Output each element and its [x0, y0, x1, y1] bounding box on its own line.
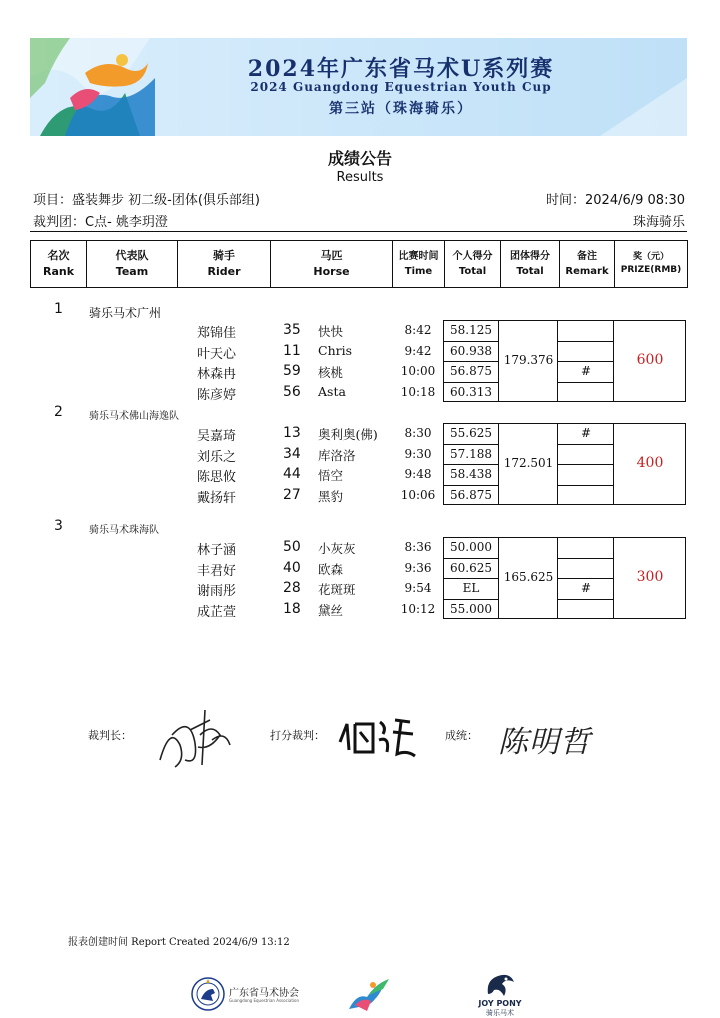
remark: #: [580, 581, 592, 595]
horse-name: Asta: [318, 383, 346, 399]
event-banner: [30, 38, 687, 136]
horse-name: Chris: [318, 342, 353, 358]
row-divider: [443, 485, 499, 486]
ride-time: 9:30: [404, 446, 432, 461]
ride-time: 9:54: [404, 581, 432, 595]
individual-score: 60.938: [450, 343, 492, 358]
row-divider: [558, 558, 614, 559]
row-divider: [443, 578, 499, 579]
ride-time: 10:06: [400, 487, 436, 502]
ride-time: 8:36: [404, 540, 432, 554]
horse-name: 小灰灰: [318, 541, 356, 556]
row-divider: [443, 558, 499, 559]
team-name: 骑乐马术广州: [89, 306, 162, 320]
horse-name: 悟空: [318, 468, 344, 483]
horse-number: 18: [283, 600, 301, 617]
individual-score: 56.875: [450, 364, 492, 378]
remark: #: [580, 426, 592, 440]
column-header-prize: 奖（元） PRIZE(RMB): [615, 241, 688, 288]
rider-name: 吴嘉琦: [197, 429, 237, 444]
horse-name: 奥利奥(佛): [318, 427, 378, 442]
row-divider: [443, 382, 499, 383]
individual-score: 55.000: [450, 601, 492, 616]
row-divider: [558, 485, 614, 486]
row-divider: [558, 599, 614, 600]
individual-score: 60.625: [450, 560, 492, 575]
horse-number: 35: [283, 322, 301, 338]
prize-amount: 600: [636, 352, 664, 368]
prize-amount: 400: [636, 455, 664, 471]
rider-name: 成芷萱: [197, 604, 237, 620]
row-divider: [443, 464, 499, 465]
row-divider: [558, 382, 614, 383]
row-divider: [558, 444, 614, 445]
horse-number: 50: [283, 539, 301, 555]
joy-pony-name-cn: 骑乐马术: [486, 1009, 514, 1017]
horse-number: 40: [283, 559, 301, 576]
jury-info: 裁判团：C点- 姚李玥澄: [33, 215, 168, 230]
rider-name: 林森冉: [197, 367, 237, 382]
individual-score: 55.625: [450, 426, 492, 440]
venue: 珠海骑乐: [632, 215, 685, 230]
individual-score: 58.438: [450, 467, 492, 481]
ride-time: 10:18: [400, 384, 436, 399]
ride-time: 9:42: [404, 343, 432, 358]
column-header-team-score: 团体得分 Total: [501, 241, 560, 288]
chief-judge-signature-icon: [150, 705, 235, 775]
team-score: 165.625: [503, 570, 554, 584]
association-emblem-icon: [191, 977, 225, 1011]
ride-time: 10:00: [400, 364, 436, 378]
row-divider: [558, 341, 614, 342]
row-divider: [443, 599, 499, 600]
results-subtitle: Results: [336, 170, 384, 185]
row-divider: [443, 341, 499, 342]
column-header-rider: 骑手 Rider: [178, 241, 271, 288]
event-time: 时间：2024/6/9 08:30: [546, 193, 685, 208]
rider-name: 林子涵: [197, 543, 237, 558]
rider-name: 陈彦婷: [197, 387, 237, 403]
horse-name: 核桃: [318, 365, 344, 380]
youth-cup-logo-icon: [345, 975, 391, 1015]
horse-number: 11: [283, 342, 301, 359]
column-header-rank: 名次 Rank: [31, 241, 87, 288]
ride-time: 10:12: [400, 601, 436, 616]
team-score: 179.376: [503, 353, 554, 367]
event-name: 项目：盛装舞步 初二级-团体(俱乐部组): [33, 193, 260, 208]
joy-pony-name: JOY PONY: [478, 999, 522, 1008]
row-divider: [558, 361, 614, 362]
horse-number: 28: [283, 580, 301, 596]
individual-score: 56.875: [450, 487, 492, 502]
column-header-team: 代表队 Team: [87, 241, 178, 288]
individual-score: EL: [462, 581, 480, 595]
row-divider: [443, 361, 499, 362]
prize-amount: 300: [636, 569, 664, 585]
horse-number: 56: [283, 383, 301, 400]
remark: #: [580, 364, 592, 378]
team-rank: 2: [54, 404, 63, 420]
row-divider: [558, 578, 614, 579]
row-divider: [443, 444, 499, 445]
scoring-judge-label: 打分裁判：: [270, 729, 325, 742]
individual-score: 60.313: [450, 384, 492, 399]
ride-time: 9:48: [404, 467, 432, 481]
banner-subtitle: 2024 Guangdong Equestrian Youth Cup: [250, 80, 552, 94]
rider-name: 丰君好: [197, 563, 237, 579]
column-header-score: 个人得分 Total: [445, 241, 501, 288]
horse-number: 27: [283, 486, 301, 503]
rider-name: 郑锦佳: [197, 326, 237, 341]
ride-time: 9:36: [404, 560, 432, 575]
horse-number: 59: [283, 363, 301, 379]
horse-name: 黑豹: [318, 488, 344, 504]
individual-score: 57.188: [450, 446, 492, 461]
horse-number: 13: [283, 425, 301, 441]
horse-number: 44: [283, 466, 301, 482]
horse-name: 欧森: [318, 561, 344, 577]
header-rule: [30, 231, 687, 232]
team-name: 骑乐马术佛山海逸队: [89, 411, 179, 422]
column-header-remark: 备注 Remark: [560, 241, 615, 288]
row-divider: [558, 464, 614, 465]
rider-name: 戴扬轩: [197, 490, 237, 506]
column-header-horse: 马匹 Horse: [271, 241, 393, 288]
banner-stage: 第三站（珠海骑乐）: [329, 101, 473, 117]
rider-name: 谢雨彤: [197, 584, 237, 599]
chief-judge-label: 裁判长：: [88, 729, 132, 742]
individual-score: 58.125: [450, 323, 492, 337]
team-rank: 3: [54, 518, 63, 534]
horse-name: 黛丝: [318, 602, 344, 618]
banner-title: 2024年广东省马术U系列赛: [247, 56, 555, 82]
ride-time: 8:42: [404, 323, 432, 337]
horse-name: 花斑斑: [318, 582, 356, 597]
report-created: 报表创建时间 Report Created 2024/6/9 13:12: [68, 937, 290, 948]
individual-score: 50.000: [450, 540, 492, 554]
horse-name: 快快: [318, 324, 344, 339]
scoring-judge-signature-icon: [335, 712, 420, 762]
results-title: 成绩公告: [327, 149, 392, 168]
team-rank: 1: [54, 301, 63, 317]
results-header: [30, 240, 688, 288]
rider-name: 刘乐之: [197, 449, 237, 465]
horse-name: 库洛洛: [318, 447, 356, 463]
scorer-label: 成统：: [445, 729, 478, 742]
rider-name: 叶天心: [197, 346, 237, 362]
column-header-time: 比赛时间 Time: [393, 241, 445, 288]
joy-pony-logo-icon: [482, 970, 518, 998]
ride-time: 8:30: [404, 426, 432, 440]
team-score: 172.501: [503, 456, 554, 470]
association-name: 广东省马术协会: [229, 988, 299, 999]
rider-name: 陈思攸: [197, 470, 237, 485]
horse-number: 34: [283, 445, 301, 462]
association-name-en: Guangdong Equestrian Association: [229, 998, 299, 1003]
team-name: 骑乐马术珠海队: [89, 525, 159, 536]
scorer-signature: 陈明哲: [498, 725, 591, 760]
